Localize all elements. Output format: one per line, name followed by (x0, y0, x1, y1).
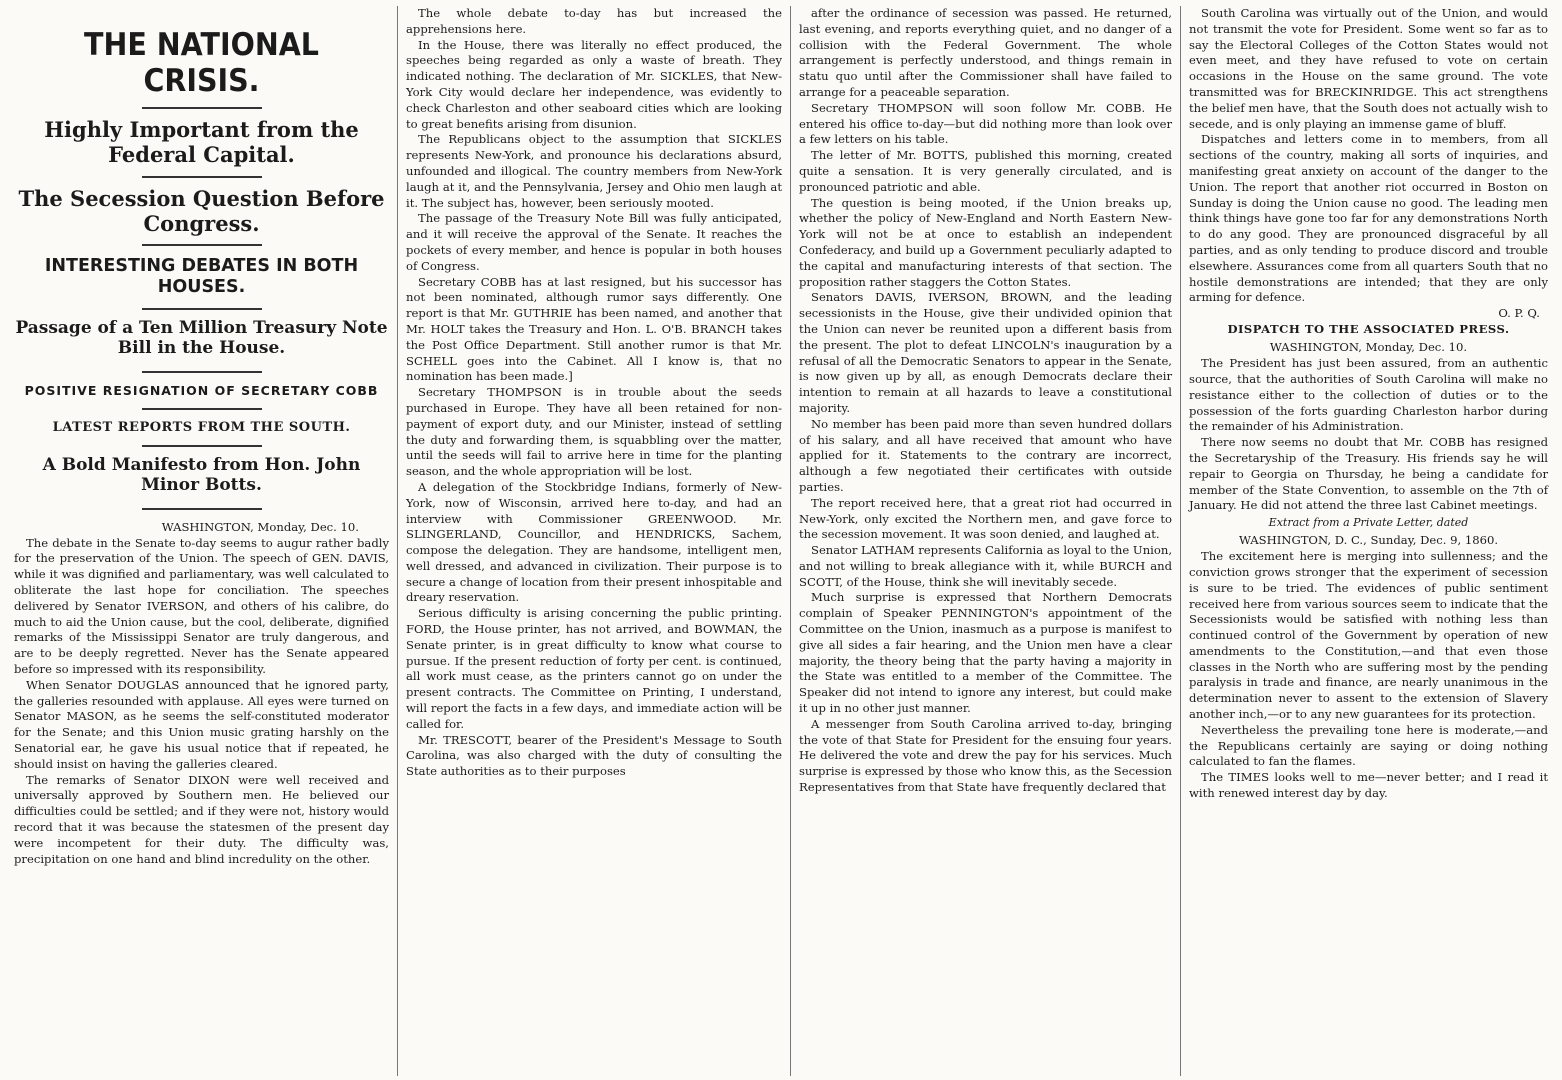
paragraph: Serious difficulty is arising concerning the public printing. FORD, the House printer, has not arrived, and BOWMAN, the Senate printer, is in great difficulty to know what course to pursue. If the present reduction of forty per cent. is continued, all work must cease, as the printers cannot go on under the present contracts. The Committee on Printing, I understand, will report the facts in a few days, and immediate action will be called for. (406, 606, 782, 731)
dispatch-heading: DISPATCH TO THE ASSOCIATED PRESS. (1227, 322, 1510, 337)
column-3 (791, 6, 1181, 1076)
divider (142, 445, 262, 447)
dateline: WASHINGTON, Monday, Dec. 10. (161, 519, 359, 534)
paragraph: Mr. TRESCOTT, bearer of the President's Message to South Carolina, was also charged with the duty of consulting the State authorities as to their purposes (406, 732, 782, 779)
headline-cobb-resignation: POSITIVE RESIGNATION OF SECRETARY COBB (24, 382, 379, 398)
paragraph: Senator LATHAM represents California as loyal to the Union, and not willing to break allegiance with it, while BURCH and SCOTT, of the House, think she will inevitably secede. (799, 543, 1173, 589)
paragraph: The whole debate to-day has but increased the apprehensions here. (406, 6, 782, 36)
paragraph: The TIMES looks well to me—never better; and I read it with renewed interest day by day. (1189, 770, 1548, 801)
paragraph: after the ordinance of secession was passed. He returned, last evening, and reports everything quiet, and no danger of a collision with the Federal Government. The whole arrangement is perfectly understood, and things remain in statu quo until after the Commissioner shall have failed to arrange for a peaceable separation. (799, 6, 1172, 99)
column-2 (398, 6, 791, 1076)
divider (142, 107, 262, 109)
main-headline: THE NATIONAL CRISIS. (84, 27, 319, 99)
paragraph: Dispatches and letters come in to members, from all sections of the country, making all sorts of inquiries, and manifesting great anxiety on account of the danger to the Union. The report that another riot occurred in Boston on Sunday is doing the Union cause no good. The leading men think things have gone too far for any demonstrations North to do any good. They are pronounced disgraceful by all parties, and as only tending to produce discord and trouble elsewhere. Assurances come from all quarters South that no hostile demonstrations are intended; that they are only arming for defence. (1189, 132, 1548, 305)
headline-treasury-bill: Passage of a Ten Million Treasury Note Bill in the House. (15, 318, 388, 359)
private-letter-note: Extract from a Private Letter, dated (1268, 516, 1469, 530)
paragraph: Secretary THOMPSON is in trouble about the seeds purchased in Europe. They have all been retained for non-payment of export duty, and our Minister, instead of settling the duty and forwarding them, is squabbling over the matter, until the seeds will fail to arrive here in time for the planting season, and the whole appropriation will be lost. (406, 385, 782, 479)
divider (142, 371, 262, 373)
paragraph: Secretary THOMPSON will soon follow Mr. COBB. He entered his office to-day—but did nothing more than look over a few letters on his table. (799, 100, 1172, 147)
column-4 (1181, 6, 1556, 1076)
dateline: WASHINGTON, D. C., Sunday, Dec. 9, 1860. (1238, 533, 1499, 548)
paragraph: A messenger from South Carolina arrived to-day, bringing the vote of that State for President for the ensuing four years. He delivered the vote and drew the pay for his services. Much surprise is expressed by those who know this, as the Secession Representatives from that State have frequently declared that (799, 716, 1172, 795)
paragraph: The question is being mooted, if the Union breaks up, whether the policy of New-England and North Eastern New-York will not be at once to establish an independent Confederacy, and build up a Government peculiarly adapted to the capital and manufacturing interests of that section. The proposition rather staggers the Cotton States. (799, 195, 1172, 289)
paragraph: A delegation of the Stockbridge Indians, formerly of New-York, now of Wisconsin, arrived here to-day, and had an interview with Commissioner GREENWOOD. Mr. SLINGERLAND, Councillor, and HENDRICKS, Sachem, compose the delegation. They are handsome, intelligent men, well dressed, and advanced in civilization. Their purpose is to secure a change of location from their present inhospitable and dreary reservation. (406, 479, 782, 605)
divider (142, 244, 262, 246)
paragraph: Senators DAVIS, IVERSON, BROWN, and the leading secessionists in the House, give their undivided opinion that the Union can never be reunited upon a different basis from the present. The plot to defeat LINCOLN's inauguration by a refusal of all the Democratic Senators to appear in the Senate, is now given up by all, as enough Democrats declare their intention to remain at all hazards to leave a constitutional majority. (799, 290, 1172, 415)
dateline: WASHINGTON, Monday, Dec. 10. (1269, 340, 1468, 355)
headline-federal-capital: Highly Important from the Federal Capital. (44, 117, 359, 168)
signature: O. P. Q. (1498, 306, 1540, 321)
divider (142, 508, 262, 510)
divider (142, 176, 262, 178)
headline-south-reports: LATEST REPORTS FROM THE SOUTH. (52, 419, 351, 435)
paragraph: Secretary COBB has at last resigned, but his successor has not been nominated, although rumor says differently. One report is that Mr. GUTHRIE has been named, and another that Mr. HOLT takes the Treasury and Hon. L. O'B. BRANCH takes the Post Office Department. Still another rumor is that Mr. SCHELL goes into the Cabinet. All I know is, that no nomination has been made.] (406, 274, 782, 384)
paragraph: Much surprise is expressed that Northern Democrats complain of Speaker PENNINGTON's appointment of the Committee on the Union, inasmuch as a purpose is manifest to give all sides a fair hearing, and the Union men have a clear majority, the theory being that the party having a majority in the State was entitled to a member of the Committee. The Speaker did not intend to ignore any interest, but could make it up in no other just manner. (799, 590, 1172, 716)
column-1 (6, 6, 398, 1076)
paragraph: Nevertheless the prevailing tone here is moderate,—and the Republicans certainly are saying or doing nothing calculated to fan the flames. (1189, 722, 1548, 769)
paragraph: The remarks of Senator DIXON were well received and universally approved by Southern men. He believed our difficulties could be settled; and if they were not, history would record that it was because the statesmen of the present day were incompetent for their duty. The difficulty was, precipitation on one hand and blind incredulity on the other. (14, 772, 389, 866)
divider (142, 408, 262, 410)
paragraph: The President has just been assured, from an authentic source, that the authorities of South Carolina will make no resistance either to the collection of duties or to the possession of the forts guarding Charleston harbor during the remainder of his Administration. (1189, 356, 1548, 434)
headline-secession-question: The Secession Question Before Congress. (18, 185, 385, 236)
paragraph: The debate in the Senate to-day seems to augur rather badly for the preservation of the Union. The speech of GEN. DAVIS, while it was dignified and parliamentary, was well calculated to obliterate the last hope for conciliation. The speeches delivered by Senator IVERSON, and others of his calibre, do much to aid the Union cause, but the cool, deliberate, dignified remarks of the Mississippi Senator are truly dangerous, and are to be deeply regretted. Never has the Senate appeared before so impressed with its responsibility. (14, 535, 389, 676)
paragraph: There now seems no doubt that Mr. COBB has resigned the Secretaryship of the Treasury. His friends say he will repair to Georgia on Thursday, he being a candidate for member of the State Convention, to assemble on the 7th of January. He did not attend the three last Cabinet meetings. (1189, 435, 1548, 513)
divider (142, 308, 262, 310)
paragraph: No member has been paid more than seven hundred dollars of his salary, and all have received that amount who have applied for it. Statements to the contrary are incorrect, although a few negotiated their certificates with outside parties. (799, 416, 1172, 494)
paragraph: The letter of Mr. BOTTS, published this morning, created quite a sensation. It is very generally circulated, and is pronounced patriotic and able. (799, 148, 1172, 194)
paragraph: When Senator DOUGLAS announced that he ignored party, the galleries resounded with applause. All eyes were turned on Senator MASON, as he seems the self-constituted moderator for the Senate; and this Union music grating harshly on the Senatorial ear, he gave his usual notice that if repeated, he should insist on having the galleries cleared. (14, 677, 389, 771)
paragraph: The report received here, that a great riot had occurred in New-York, only excited the Northern men, and gave force to the secession movement. It was soon denied, and laughed at. (799, 495, 1172, 542)
paragraph: In the House, there was literally no effect produced, the speeches being regarded as only a waste of breath. They indicated nothing. The declaration of Mr. SICKLES, that New-York City would declare her independence, was evidently to check Charleston and other seaboard cities which are looking to great benefits arising from disunion. (406, 37, 782, 131)
paragraph: The Republicans object to the assumption that SICKLES represents New-York, and pronounce his declarations absurd, unfounded and illogical. The country members from New-York laugh at it, and the Pennsylvania, Jersey and Ohio men laugh at it. The subject has, however, been seriously mooted. (406, 132, 782, 210)
paragraph: The passage of the Treasury Note Bill was fully anticipated, and it will receive the approval of the Senate. It reaches the pockets of every member, and hence is popular in both houses of Congress. (406, 211, 782, 273)
headline-botts-manifesto: A Bold Manifesto from Hon. John Minor Botts. (42, 454, 361, 496)
paragraph: The excitement here is merging into sullenness; and the conviction grows stronger that the experiment of secession is sure to be tried. The evidences of public sentiment received here from various sources seem to indicate that the Secessionists would be satisfied with nothing less than continued control of the Government by operation of new amendments to the Constitution,—and that even those classes in the North who are suffering most by the pending paralysis in trade and finance, are nearly unanimous in the determination never to assent to the extension of Slavery another inch,—or to any new guarantees for its protection. (1189, 549, 1548, 722)
headline-debates: INTERESTING DEBATES IN BOTH HOUSES. (44, 256, 359, 298)
paragraph: South Carolina was virtually out of the Union, and would not transmit the vote for President. Some went so far as to say the Electoral Colleges of the Cotton States would not even meet, and they have refused to vote on certain occasions in the House on the same ground. The vote transmitted was for BRECKINRIDGE. This act strengthens the belief men have, that the South does not actually wish to secede, and is only playing an immense game of bluff. (1189, 6, 1548, 131)
